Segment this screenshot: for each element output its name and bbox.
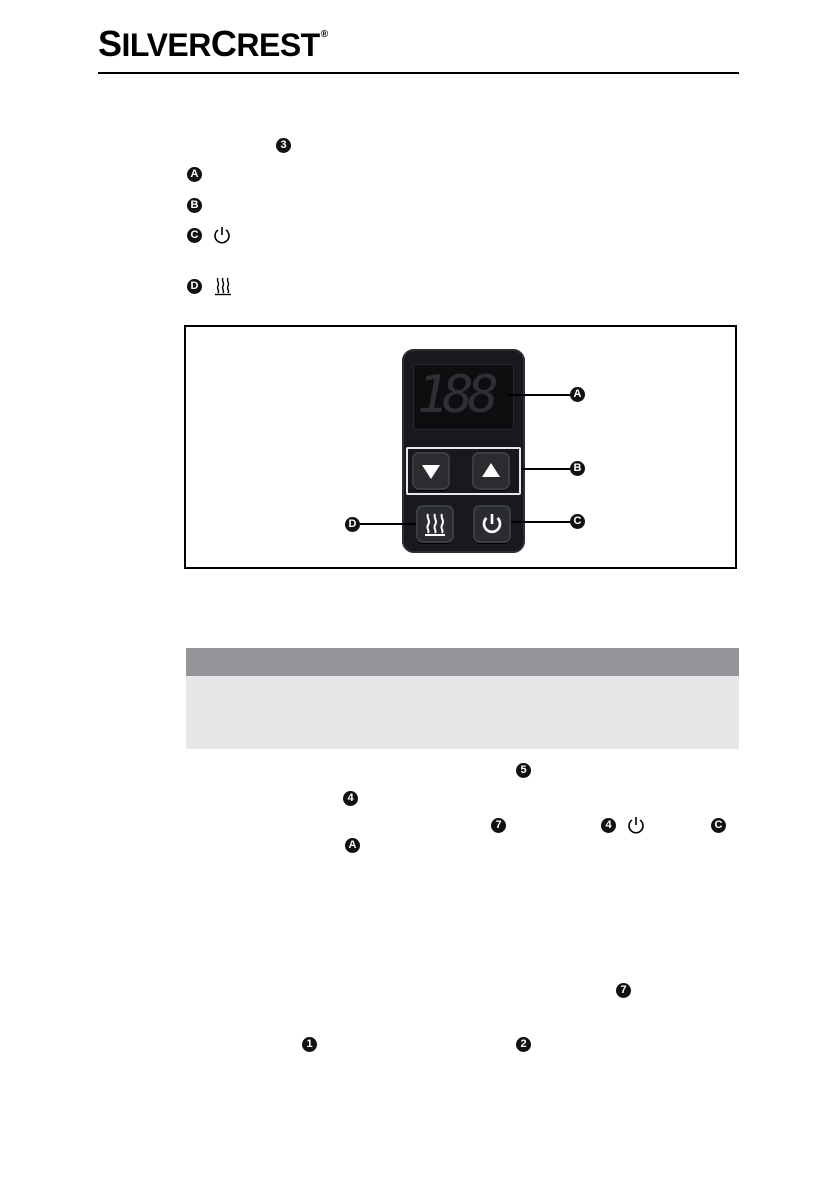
legend-badge-c: C	[187, 228, 202, 243]
heat-icon	[213, 276, 233, 296]
ref-badge-7b: 7	[616, 983, 631, 998]
callout-badge-d: D	[345, 517, 360, 532]
ref-badge-2: 2	[516, 1037, 531, 1052]
triangle-down-icon	[412, 452, 450, 490]
legend-badge-d: D	[187, 279, 202, 294]
legend-badge-b: B	[187, 198, 202, 213]
triangle-up-icon	[472, 452, 510, 490]
down-button[interactable]	[412, 452, 450, 490]
callout-badge-a: A	[570, 387, 585, 402]
legend-badge-a: A	[187, 167, 202, 182]
ref-badge-5: 5	[516, 763, 531, 778]
ref-badge-7: 7	[491, 818, 506, 833]
ref-badge-1: 1	[302, 1037, 317, 1052]
brand-logo: SILVERCREST®	[98, 23, 328, 64]
heat-icon	[416, 505, 454, 543]
note-body	[186, 676, 739, 749]
callout-line-c	[511, 521, 570, 523]
ref-badge-4: 4	[343, 791, 358, 806]
ref-badge-3: 3	[276, 138, 291, 153]
ref-badge-c: C	[711, 818, 726, 833]
power-button[interactable]	[473, 505, 511, 543]
callout-badge-c: C	[570, 514, 585, 529]
header-rule	[98, 72, 739, 74]
power-icon	[212, 225, 232, 245]
ref-badge-4b: 4	[601, 818, 616, 833]
callout-line-d	[360, 523, 416, 525]
up-button[interactable]	[472, 452, 510, 490]
led-display: 188	[413, 364, 514, 430]
heat-button[interactable]	[416, 505, 454, 543]
note-header	[186, 648, 739, 676]
callout-line-a	[508, 394, 570, 396]
power-icon	[473, 505, 511, 543]
power-icon	[626, 815, 646, 835]
ref-badge-a: A	[345, 838, 360, 853]
callout-line-b	[521, 468, 570, 470]
callout-badge-b: B	[570, 461, 585, 476]
